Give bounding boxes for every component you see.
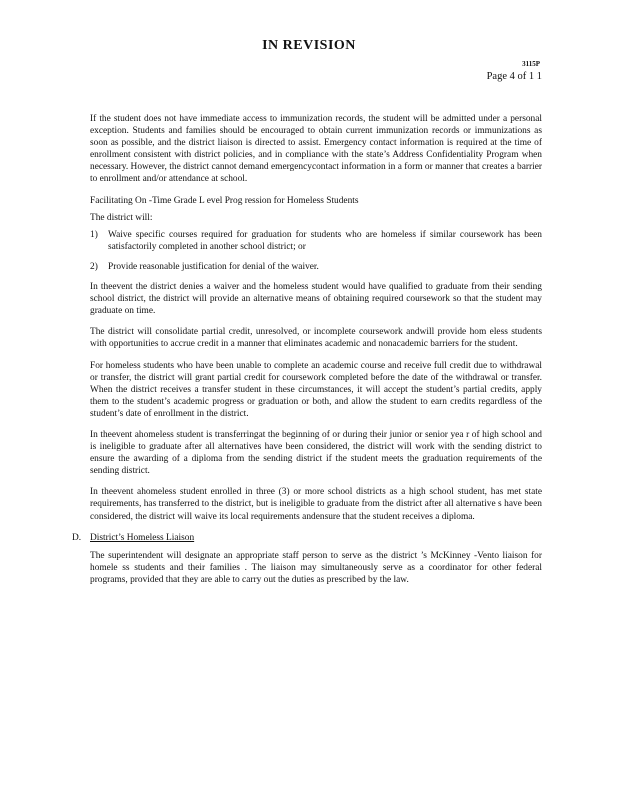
paragraph-multiple-districts: In theevent ahomeless student enrolled in three (3) or more school districts as a high school student, has met state requirements, has transferred to the district, but is ineligible to graduate from the district after all alternative s have been considered, the district will waive its local requirements andensure that the student receives a diploma. [90, 487, 542, 522]
section-heading [72, 532, 542, 544]
policy-code: 3115P [522, 60, 540, 68]
intro-paragraph: If the student does not have immediate access to immunization records, the student will be admitted under a personal exception. Students and families should be encouraged to obtain current immunization records or immunizations as soon as possible, and the district liaison is directed to assist. Emergency contact information is required at the time of enrollment consistent with district policies, and in compliance with the state’s Address Confidentiality Program when necessary. However, the district cannot demand emergencycontact information in a form or manner that creates a barrier to enrollment and/or attendance at school. [90, 114, 542, 185]
document-title: IN REVISION [262, 38, 356, 53]
document-body [72, 113, 542, 595]
list-item [90, 261, 542, 273]
list-number: 2) [90, 261, 98, 272]
paragraph-liaison: The superintendent will designate an appropriate staff person to serve as the district ’s McKinney -Vento liaison for homele ss students and their families . The liaison may simultaneously serve as a coordinator for other federal programs, provided that they are able to carry out the duties as prescribed by the law. [90, 550, 542, 585]
list-item [90, 229, 542, 253]
list-text: Provide reasonable justification for denial of the waiver. [108, 261, 319, 272]
paragraph-alternative-coursework: In theevent the district denies a waiver and the homeless student would have qualified to graduate from their sending school district, the district will provide an alternative means of obtaining required coursework so that the student may graduate on time. [90, 282, 542, 317]
paragraph-consolidate-credit: The district will consolidate partial credit, unresolved, or incomplete coursework andwill provide hom eless students with opportunities to accrue credit in a manner that eliminates academic and nonacademic barriers for the student. [90, 327, 542, 350]
section-title: District’s Homeless Liaison [90, 532, 195, 543]
section-subheading: Facilitating On -Time Grade L evel Prog ression for Homeless Students [90, 195, 359, 206]
section-letter: D. [72, 532, 82, 543]
paragraph-partial-credit: For homeless students who have been unable to complete an academic course and receive full credit due to withdrawal or transfer, the district will grant partial credit for coursework completed before the date of the withdrawal or transfer. When the district receives a transfer student in these circumstances, it will accept the student’s partial credits, apply them to the student’s academic progress or graduation or both, and allow the student to earn credits regardless of the student’s date of enrollment in the district. [90, 360, 542, 419]
list-text: Waive specific courses required for graduation for students who are homeless if similar coursework has been satisfactorily completed in another school district; or [108, 229, 542, 252]
paragraph-junior-senior-transfer: In theevent ahomeless student is transferringat the beginning of or during their junior or senior yea r of high school and is ineligible to graduate after all alternatives have been considered, the district will work with the sending district to ensure the awarding of a diploma from the sending district if the student meets the graduation requirements of the sending district. [90, 429, 542, 477]
list-number: 1) [90, 229, 98, 240]
page-number: Page 4 of 1 1 [486, 71, 542, 82]
list-lead-in: The district will: [90, 212, 153, 223]
